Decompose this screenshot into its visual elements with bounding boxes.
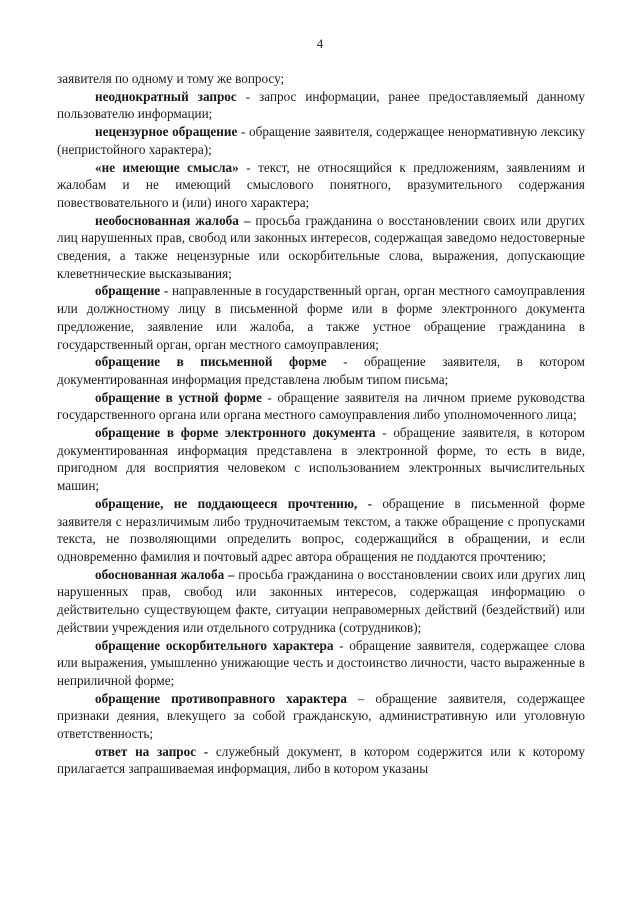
defined-term: ответ на запрос - (95, 743, 209, 759)
defined-term: нецензурное обращение (95, 124, 238, 140)
definition-paragraph (57, 389, 585, 424)
page-number: 4 (316, 36, 324, 51)
definition-text: обращение в письменной форме заявителя с неразличимым либо трудночитаемым текстом, а также обращение с пропусками текста, не позволяющими определить вопрос, содержащийся в обращении, и если одновременно фамилия и почтовый адрес автора обращения не поддаются прочтению; (57, 495, 585, 564)
defined-term: обоснованная жалоба – (95, 566, 235, 582)
defined-term: обращение в форме электронного документа (95, 425, 376, 441)
definition-text: - обращение заявителя, содержащее слова или выражения, умышленно унижающие честь и достоинство личности, часто выраженные в неприличной форме; (57, 637, 586, 688)
definition-paragraph (57, 690, 585, 743)
document-body (57, 70, 585, 778)
defined-term: обращение - (95, 283, 169, 299)
definition-text: - запрос информации, ранее предоставляемый данному пользователю информации; (57, 88, 585, 122)
defined-term: «не имеющие смысла» (95, 159, 239, 175)
definition-paragraph (57, 566, 585, 637)
definition-paragraph (57, 282, 585, 353)
definition-paragraph (57, 353, 585, 388)
definition-paragraph (57, 88, 585, 123)
defined-term: обращение, не поддающееся прочтению, - (95, 495, 372, 511)
defined-term: необоснованная жалоба – (95, 212, 251, 228)
definition-paragraph (57, 159, 585, 212)
defined-term: обращение в устной форме (95, 389, 262, 405)
definition-paragraph (57, 637, 585, 690)
definition-text: - обращение заявителя, в котором документированная информация представлена в электронной форме, то есть в виде, пригодном для восприятия человеком с использованием электронных вычислительных машин; (57, 425, 585, 494)
definition-paragraph (57, 212, 585, 283)
definition-text: - обращение заявителя, содержащее ненормативную лексику (непристойного характера); (57, 124, 585, 157)
defined-term: неоднократный запрос (95, 88, 237, 104)
definition-text: – обращение заявителя, содержащее признаки деяния, влекущего за собой гражданскую, административную или уголовную ответственность; (57, 690, 585, 742)
definition-paragraph (57, 495, 585, 566)
definition-text: просьба гражданина о восстановлении своих или других лиц нарушенных прав, свобод или законных интересов, содержащая информацию о действительно существующем факте, ситуации неправомерных действий (бездействий) или действии учреждения или отдельного сотрудника (сотрудников); (57, 566, 585, 635)
definition-text: - текст, не относящийся к предложениям, заявлениям и жалобам и не имеющий смыслового понятного, вразумительного содержания повествовательного и (или) иного характера; (57, 159, 585, 210)
defined-term: обращение в письменной форме (95, 354, 327, 370)
definition-paragraph (57, 424, 585, 495)
defined-term: обращение оскорбительного характера (95, 637, 334, 653)
definition-text: направленные в государственный орган, орган местного самоуправления или должностному лицу в письменной форме или в форме электронного документа предложение, заявление или жалоба, а также устное обращение гражданина в государственный орган, орган местного самоуправления; (57, 283, 586, 352)
defined-term: обращение противоправного характера (95, 690, 347, 706)
definition-text: - обращение заявителя на личном приеме руководства государственного органа или органа местного самоуправления либо уполномоченного лица; (57, 389, 585, 423)
definition-text: служебный документ, в котором содержится или к которому прилагается запрашиваемая информация, либо в котором указаны (57, 743, 585, 777)
definition-paragraph (57, 743, 585, 778)
definition-text: просьба гражданина о восстановлении своих или других лиц нарушенных прав, свобод или законных интересов, содержащая заведомо недостоверные сведения, а также нецензурные или оскорбительные слова, выражения, допускающие клеветнические высказывания; (57, 212, 585, 281)
definition-paragraph (57, 123, 585, 158)
paragraph-continuation (57, 70, 585, 88)
paragraph-text: заявителя по одному и тому же вопросу; (57, 71, 285, 86)
definition-text: - обращение заявителя, в котором документированная информация представлена любым типом письма; (57, 354, 585, 387)
